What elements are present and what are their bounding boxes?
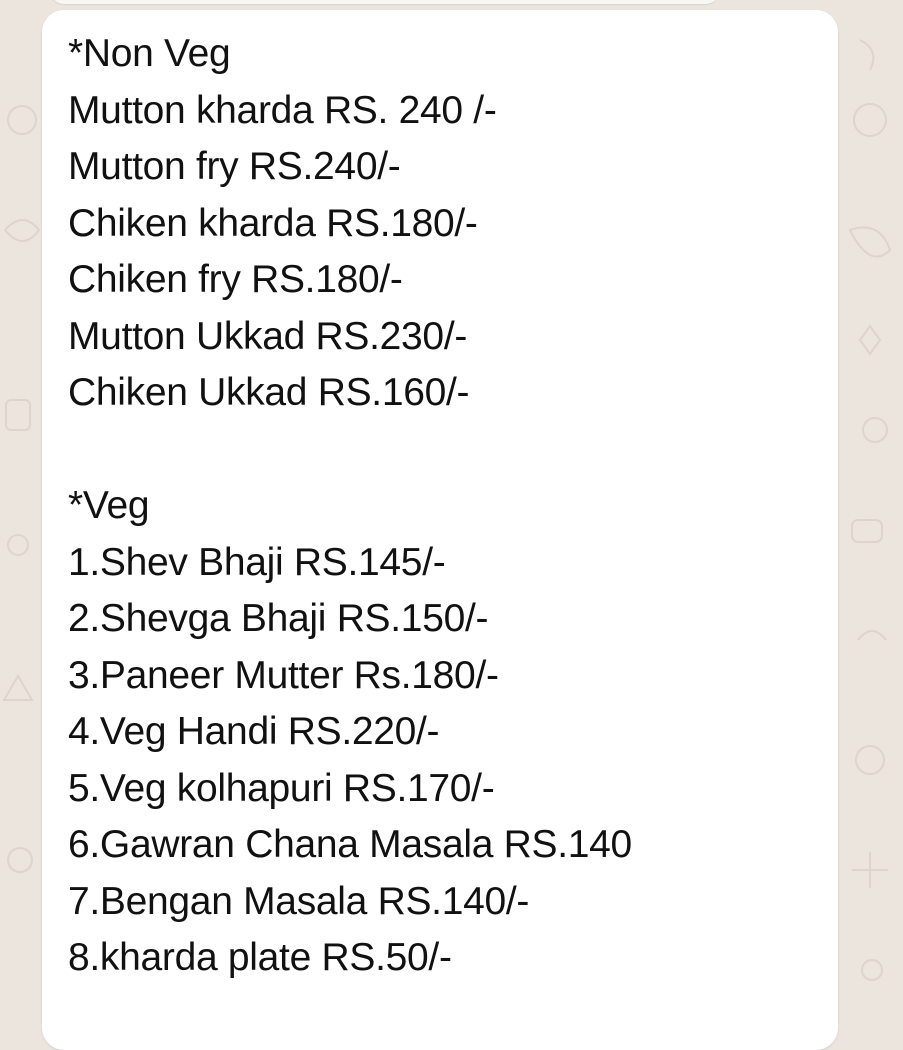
previous-message-bubble-edge [50, 0, 720, 4]
menu-item-chiken-fry: Chiken fry RS.180/- [68, 258, 403, 301]
menu-item-chiken-kharda: Chiken kharda RS.180/- [68, 201, 478, 245]
menu-item-gawran-chana-masala: 6.Gawran Chana Masala RS.140 [68, 823, 632, 866]
blank-line [68, 422, 828, 479]
menu-item-veg-handi: 4.Veg Handi RS.220/- [68, 710, 440, 753]
menu-item-shevga-bhaji: 2.Shevga Bhaji RS.150/- [68, 597, 489, 640]
menu-item-veg-kolhapuri: 5.Veg kolhapuri RS.170/- [68, 766, 495, 810]
non-veg-heading: *Non Veg [68, 32, 231, 75]
menu-item-chiken-ukkad: Chiken Ukkad RS.160/- [68, 371, 470, 414]
menu-item-mutton-kharda: Mutton kharda RS. 240 /- [68, 88, 497, 132]
veg-heading: *Veg [68, 484, 150, 527]
menu-item-paneer-mutter: 3.Paneer Mutter Rs.180/- [68, 653, 499, 697]
menu-item-kharda-plate: 8.kharda plate RS.50/- [68, 936, 452, 979]
menu-item-mutton-fry: Mutton fry RS.240/- [68, 145, 401, 188]
menu-item-mutton-ukkad: Mutton Ukkad RS.230/- [68, 314, 468, 358]
menu-item-bengan-masala: 7.Bengan Masala RS.140/- [68, 879, 530, 923]
message-text [68, 26, 828, 987]
menu-item-shev-bhaji: 1.Shev Bhaji RS.145/- [68, 540, 446, 584]
